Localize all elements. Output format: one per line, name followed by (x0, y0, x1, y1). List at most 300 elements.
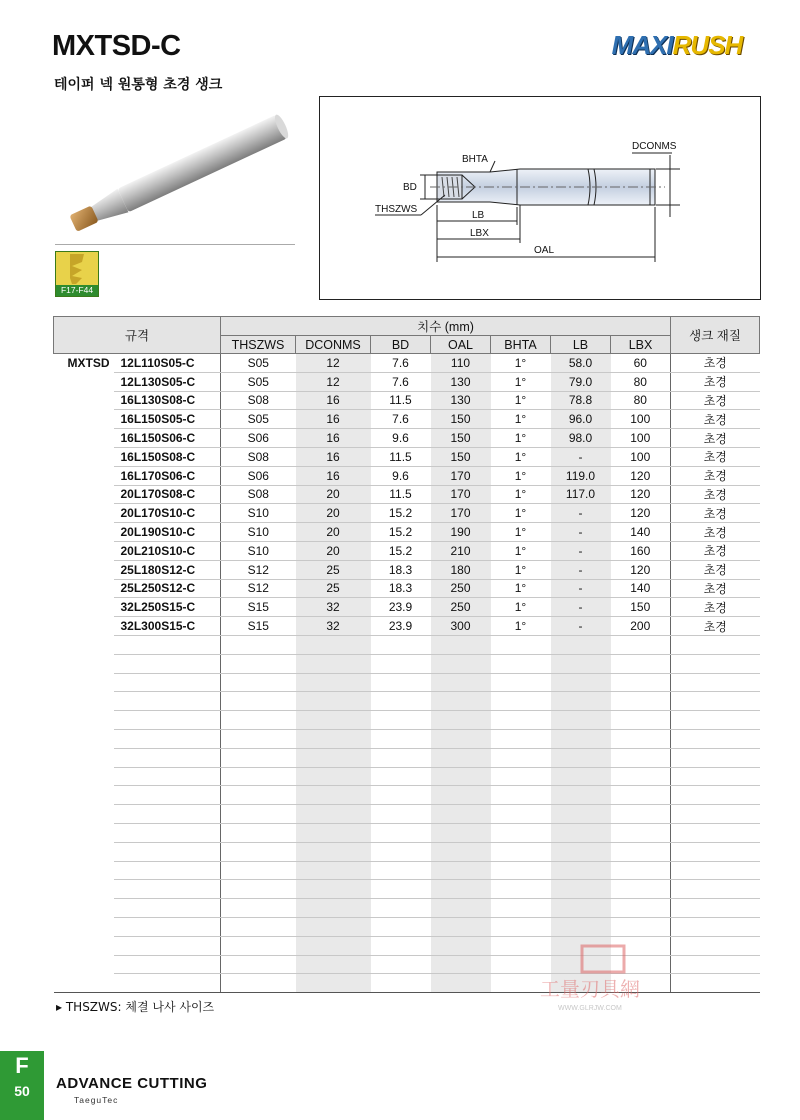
table-row (54, 842, 760, 861)
cell-lbx (611, 786, 671, 805)
cell-dconms (296, 786, 371, 805)
model-code (114, 861, 221, 880)
cell-bhta: 1° (491, 579, 551, 598)
cell-oal (431, 880, 491, 899)
cell-bd: 23.9 (371, 598, 431, 617)
table-row (54, 748, 760, 767)
cell-lb: 79.0 (551, 372, 611, 391)
model-prefix (54, 485, 114, 504)
cell-bhta: 1° (491, 372, 551, 391)
cell-lb: 119.0 (551, 466, 611, 485)
table-row (54, 861, 760, 880)
cell-material (671, 748, 760, 767)
cell-bd (371, 805, 431, 824)
cell-material (671, 654, 760, 673)
cell-material (671, 917, 760, 936)
model-code: 20L170S08-C (114, 485, 221, 504)
model-prefix (54, 767, 114, 786)
cell-thszws (221, 748, 296, 767)
cell-oal: 180 (431, 560, 491, 579)
cell-dconms: 20 (296, 485, 371, 504)
cell-bd: 7.6 (371, 354, 431, 373)
cell-lb: 117.0 (551, 485, 611, 504)
cell-material: 초경 (671, 541, 760, 560)
cell-lbx (611, 729, 671, 748)
cell-bhta (491, 842, 551, 861)
model-prefix (54, 917, 114, 936)
cell-oal: 130 (431, 391, 491, 410)
model-code (114, 673, 221, 692)
model-prefix (54, 748, 114, 767)
cell-thszws: S05 (221, 410, 296, 429)
cell-thszws: S10 (221, 504, 296, 523)
cell-material: 초경 (671, 504, 760, 523)
cell-material (671, 711, 760, 730)
cell-bd: 15.2 (371, 541, 431, 560)
cell-dconms: 20 (296, 523, 371, 542)
cell-dconms (296, 767, 371, 786)
model-prefix (54, 861, 114, 880)
cell-thszws (221, 861, 296, 880)
table-row (54, 635, 760, 654)
table-row (54, 523, 760, 542)
cell-dconms: 20 (296, 504, 371, 523)
column-header: DCONMS (296, 336, 371, 354)
cell-bd: 23.9 (371, 617, 431, 636)
cell-oal: 210 (431, 541, 491, 560)
cell-material (671, 767, 760, 786)
model-code: 12L130S05-C (114, 372, 221, 391)
model-code: 25L250S12-C (114, 579, 221, 598)
table-row (54, 917, 760, 936)
cell-lbx (611, 711, 671, 730)
cell-thszws (221, 842, 296, 861)
cell-lb (551, 861, 611, 880)
cell-oal (431, 654, 491, 673)
cell-bhta (491, 880, 551, 899)
cell-lbx (611, 823, 671, 842)
table-row (54, 805, 760, 824)
model-code (114, 917, 221, 936)
cell-lb: - (551, 523, 611, 542)
cell-oal (431, 673, 491, 692)
cell-bhta (491, 729, 551, 748)
cell-lbx (611, 880, 671, 899)
cell-oal (431, 711, 491, 730)
page-subtitle: 테이퍼 넥 원통형 초경 생크 (54, 77, 223, 93)
model-code (114, 842, 221, 861)
section-letter: F (15, 1053, 29, 1078)
table-row (54, 372, 760, 391)
cell-bhta: 1° (491, 447, 551, 466)
cell-thszws: S05 (221, 372, 296, 391)
cell-lb: - (551, 447, 611, 466)
cell-thszws: S10 (221, 523, 296, 542)
cell-oal: 250 (431, 598, 491, 617)
cell-bhta: 1° (491, 617, 551, 636)
model-prefix: MXTSD (67, 356, 110, 371)
cell-lbx: 100 (611, 447, 671, 466)
cell-lbx: 120 (611, 504, 671, 523)
table-row (54, 823, 760, 842)
cell-dconms (296, 654, 371, 673)
cell-bd: 9.6 (371, 429, 431, 448)
cell-thszws (221, 635, 296, 654)
footer-brand: ADVANCE CUTTING (56, 1075, 208, 1092)
label-lbx: LBX (470, 228, 489, 239)
cell-dconms (296, 805, 371, 824)
table-row (54, 410, 760, 429)
cell-lbx: 160 (611, 541, 671, 560)
cell-dconms (296, 635, 371, 654)
cell-material: 초경 (671, 598, 760, 617)
cell-bd (371, 711, 431, 730)
table-row (54, 654, 760, 673)
column-header: LBX (611, 336, 671, 354)
table-row (54, 617, 760, 636)
cell-material: 초경 (671, 617, 760, 636)
cell-lb: - (551, 598, 611, 617)
cell-dconms (296, 842, 371, 861)
model-prefix (54, 842, 114, 861)
cell-thszws (221, 805, 296, 824)
table-row (54, 579, 760, 598)
cell-material (671, 673, 760, 692)
model-prefix (54, 673, 114, 692)
model-code: 20L170S10-C (114, 504, 221, 523)
cell-material (671, 842, 760, 861)
cell-oal: 170 (431, 485, 491, 504)
page-number: 50 (14, 1083, 30, 1099)
cell-lbx (611, 805, 671, 824)
model-code (114, 936, 221, 955)
cell-oal (431, 767, 491, 786)
model-prefix (54, 560, 114, 579)
cell-bhta: 1° (491, 485, 551, 504)
cell-bd (371, 767, 431, 786)
cell-bd (371, 823, 431, 842)
model-prefix (54, 936, 114, 955)
table-row (54, 447, 760, 466)
cell-bd: 11.5 (371, 485, 431, 504)
cell-material (671, 880, 760, 899)
cell-oal: 170 (431, 466, 491, 485)
cell-lbx: 100 (611, 429, 671, 448)
cell-lbx: 140 (611, 523, 671, 542)
cell-material (671, 823, 760, 842)
cell-bd (371, 917, 431, 936)
cell-lbx: 60 (611, 354, 671, 373)
cell-bd: 18.3 (371, 560, 431, 579)
cell-thszws (221, 729, 296, 748)
cell-material: 초경 (671, 560, 760, 579)
cell-bhta: 1° (491, 598, 551, 617)
cell-bd (371, 955, 431, 974)
watermark (540, 944, 670, 1014)
cell-lbx: 80 (611, 372, 671, 391)
cell-oal (431, 936, 491, 955)
cell-bd (371, 654, 431, 673)
cell-oal (431, 748, 491, 767)
cell-lb (551, 729, 611, 748)
cell-bd: 9.6 (371, 466, 431, 485)
cell-material (671, 899, 760, 918)
cell-bd (371, 842, 431, 861)
cell-bhta (491, 711, 551, 730)
label-bd: BD (403, 182, 417, 193)
cell-oal: 190 (431, 523, 491, 542)
cell-oal (431, 805, 491, 824)
cell-bhta (491, 635, 551, 654)
cell-thszws: S12 (221, 560, 296, 579)
cell-material (671, 635, 760, 654)
cell-bd (371, 729, 431, 748)
cell-oal: 150 (431, 410, 491, 429)
cell-lbx: 200 (611, 617, 671, 636)
cell-dconms (296, 823, 371, 842)
cell-material (671, 786, 760, 805)
cell-material: 초경 (671, 354, 760, 373)
cell-lbx (611, 842, 671, 861)
cell-oal (431, 974, 491, 993)
cell-lb: - (551, 541, 611, 560)
cell-bd: 11.5 (371, 391, 431, 410)
header-material: 생크 재질 (671, 317, 760, 354)
cell-lb: 78.8 (551, 391, 611, 410)
model-code (114, 692, 221, 711)
table-row (54, 711, 760, 730)
brand-rush: RUSH (672, 30, 743, 60)
model-code: 16L150S06-C (114, 429, 221, 448)
cell-thszws: S15 (221, 598, 296, 617)
cell-bhta: 1° (491, 541, 551, 560)
cell-lb: 96.0 (551, 410, 611, 429)
cell-dconms: 25 (296, 579, 371, 598)
cell-bd (371, 786, 431, 805)
cell-dconms (296, 974, 371, 993)
label-dconms: DCONMS (632, 141, 677, 152)
model-prefix (54, 899, 114, 918)
table-row (54, 729, 760, 748)
cell-thszws: S06 (221, 429, 296, 448)
cell-oal (431, 786, 491, 805)
model-code: 32L250S15-C (114, 598, 221, 617)
model-code (114, 974, 221, 993)
cell-bhta (491, 805, 551, 824)
model-code (114, 635, 221, 654)
cell-material: 초경 (671, 579, 760, 598)
cell-lbx (611, 654, 671, 673)
model-prefix (54, 617, 114, 636)
model-code: 32L300S15-C (114, 617, 221, 636)
model-code: 16L150S08-C (114, 447, 221, 466)
table-row (54, 560, 760, 579)
cell-thszws: S15 (221, 617, 296, 636)
cell-oal (431, 823, 491, 842)
model-code (114, 899, 221, 918)
cell-bhta (491, 692, 551, 711)
cell-bhta: 1° (491, 523, 551, 542)
cell-dconms: 16 (296, 447, 371, 466)
cell-dconms: 16 (296, 429, 371, 448)
cell-material: 초경 (671, 485, 760, 504)
model-prefix (54, 711, 114, 730)
cell-oal: 300 (431, 617, 491, 636)
cell-lbx (611, 692, 671, 711)
model-prefix (54, 880, 114, 899)
model-prefix (54, 429, 114, 448)
divider (55, 244, 295, 245)
cell-material: 초경 (671, 372, 760, 391)
cell-material: 초경 (671, 466, 760, 485)
column-header: BHTA (491, 336, 551, 354)
model-prefix (54, 729, 114, 748)
model-code (114, 823, 221, 842)
page-tab (0, 1051, 44, 1120)
cell-material: 초경 (671, 523, 760, 542)
cell-dconms (296, 692, 371, 711)
cell-thszws (221, 786, 296, 805)
cell-lbx (611, 899, 671, 918)
cell-lbx (611, 861, 671, 880)
model-prefix (54, 410, 114, 429)
column-header: BD (371, 336, 431, 354)
model-code (114, 654, 221, 673)
cell-thszws (221, 654, 296, 673)
cell-lb: - (551, 579, 611, 598)
model-code (114, 729, 221, 748)
model-prefix (54, 466, 114, 485)
model-code (114, 880, 221, 899)
cell-material (671, 974, 760, 993)
cell-bhta: 1° (491, 466, 551, 485)
cell-dconms (296, 748, 371, 767)
cell-bd (371, 673, 431, 692)
table-row (54, 673, 760, 692)
model-prefix (54, 692, 114, 711)
model-code: 16L170S06-C (114, 466, 221, 485)
column-header: THSZWS (221, 336, 296, 354)
page-title: MXTSD-C (52, 30, 181, 62)
cell-lb (551, 786, 611, 805)
cell-material (671, 805, 760, 824)
label-lb: LB (472, 210, 485, 221)
cell-thszws (221, 711, 296, 730)
cell-lbx (611, 635, 671, 654)
brand-maxi: MAXI (611, 30, 673, 60)
cell-oal: 110 (431, 354, 491, 373)
cell-lb: - (551, 617, 611, 636)
model-code: 16L130S08-C (114, 391, 221, 410)
cell-lbx: 80 (611, 391, 671, 410)
cell-lb (551, 711, 611, 730)
table-row (54, 786, 760, 805)
model-prefix (54, 654, 114, 673)
model-prefix (54, 635, 114, 654)
header-spec: 규격 (54, 317, 221, 354)
cell-bd (371, 692, 431, 711)
cell-lb (551, 880, 611, 899)
cell-thszws (221, 917, 296, 936)
cell-oal: 250 (431, 579, 491, 598)
table-row (54, 899, 760, 918)
spec-table (53, 316, 760, 993)
cell-lbx (611, 748, 671, 767)
cell-bhta (491, 823, 551, 842)
model-prefix (54, 391, 114, 410)
table-row (54, 880, 760, 899)
cell-bhta: 1° (491, 504, 551, 523)
cell-bhta: 1° (491, 391, 551, 410)
model-prefix (54, 579, 114, 598)
column-header: OAL (431, 336, 491, 354)
model-code (114, 955, 221, 974)
cell-thszws: S08 (221, 447, 296, 466)
cell-bd (371, 899, 431, 918)
cell-dconms (296, 955, 371, 974)
table-row (54, 354, 760, 373)
header-dims: 치수 (mm) (221, 317, 671, 336)
table-row (54, 504, 760, 523)
maxirush-logo (592, 30, 762, 68)
cell-lb (551, 899, 611, 918)
cell-oal (431, 635, 491, 654)
table-row (54, 598, 760, 617)
cell-bhta (491, 748, 551, 767)
cell-lb (551, 805, 611, 824)
cell-dconms (296, 861, 371, 880)
cell-lbx: 120 (611, 485, 671, 504)
cell-material: 초경 (671, 410, 760, 429)
footnote: ▸ THSZWS: 체결 나사 사이즈 (56, 1000, 215, 1014)
cell-oal (431, 917, 491, 936)
cell-material: 초경 (671, 429, 760, 448)
model-code: 16L150S05-C (114, 410, 221, 429)
cell-material (671, 955, 760, 974)
cell-dconms: 20 (296, 541, 371, 560)
cell-bd (371, 880, 431, 899)
cell-bd (371, 748, 431, 767)
cell-material: 초경 (671, 447, 760, 466)
cell-bhta (491, 767, 551, 786)
cell-dconms (296, 729, 371, 748)
cell-dconms: 16 (296, 466, 371, 485)
cell-lb: - (551, 560, 611, 579)
cell-thszws (221, 823, 296, 842)
cell-thszws: S10 (221, 541, 296, 560)
cell-dconms: 16 (296, 410, 371, 429)
cell-bd: 15.2 (371, 504, 431, 523)
cell-lb (551, 917, 611, 936)
cell-bd: 7.6 (371, 372, 431, 391)
cell-lbx: 140 (611, 579, 671, 598)
cell-thszws (221, 767, 296, 786)
cell-oal (431, 899, 491, 918)
cell-material (671, 936, 760, 955)
column-header: LB (551, 336, 611, 354)
cell-oal: 150 (431, 429, 491, 448)
cell-dconms (296, 880, 371, 899)
cell-oal (431, 955, 491, 974)
cell-lb (551, 748, 611, 767)
cell-dconms (296, 899, 371, 918)
table-row (54, 485, 760, 504)
cell-thszws (221, 974, 296, 993)
cell-dconms: 16 (296, 391, 371, 410)
cell-bhta: 1° (491, 410, 551, 429)
cell-lbx: 100 (611, 410, 671, 429)
table-row (54, 466, 760, 485)
